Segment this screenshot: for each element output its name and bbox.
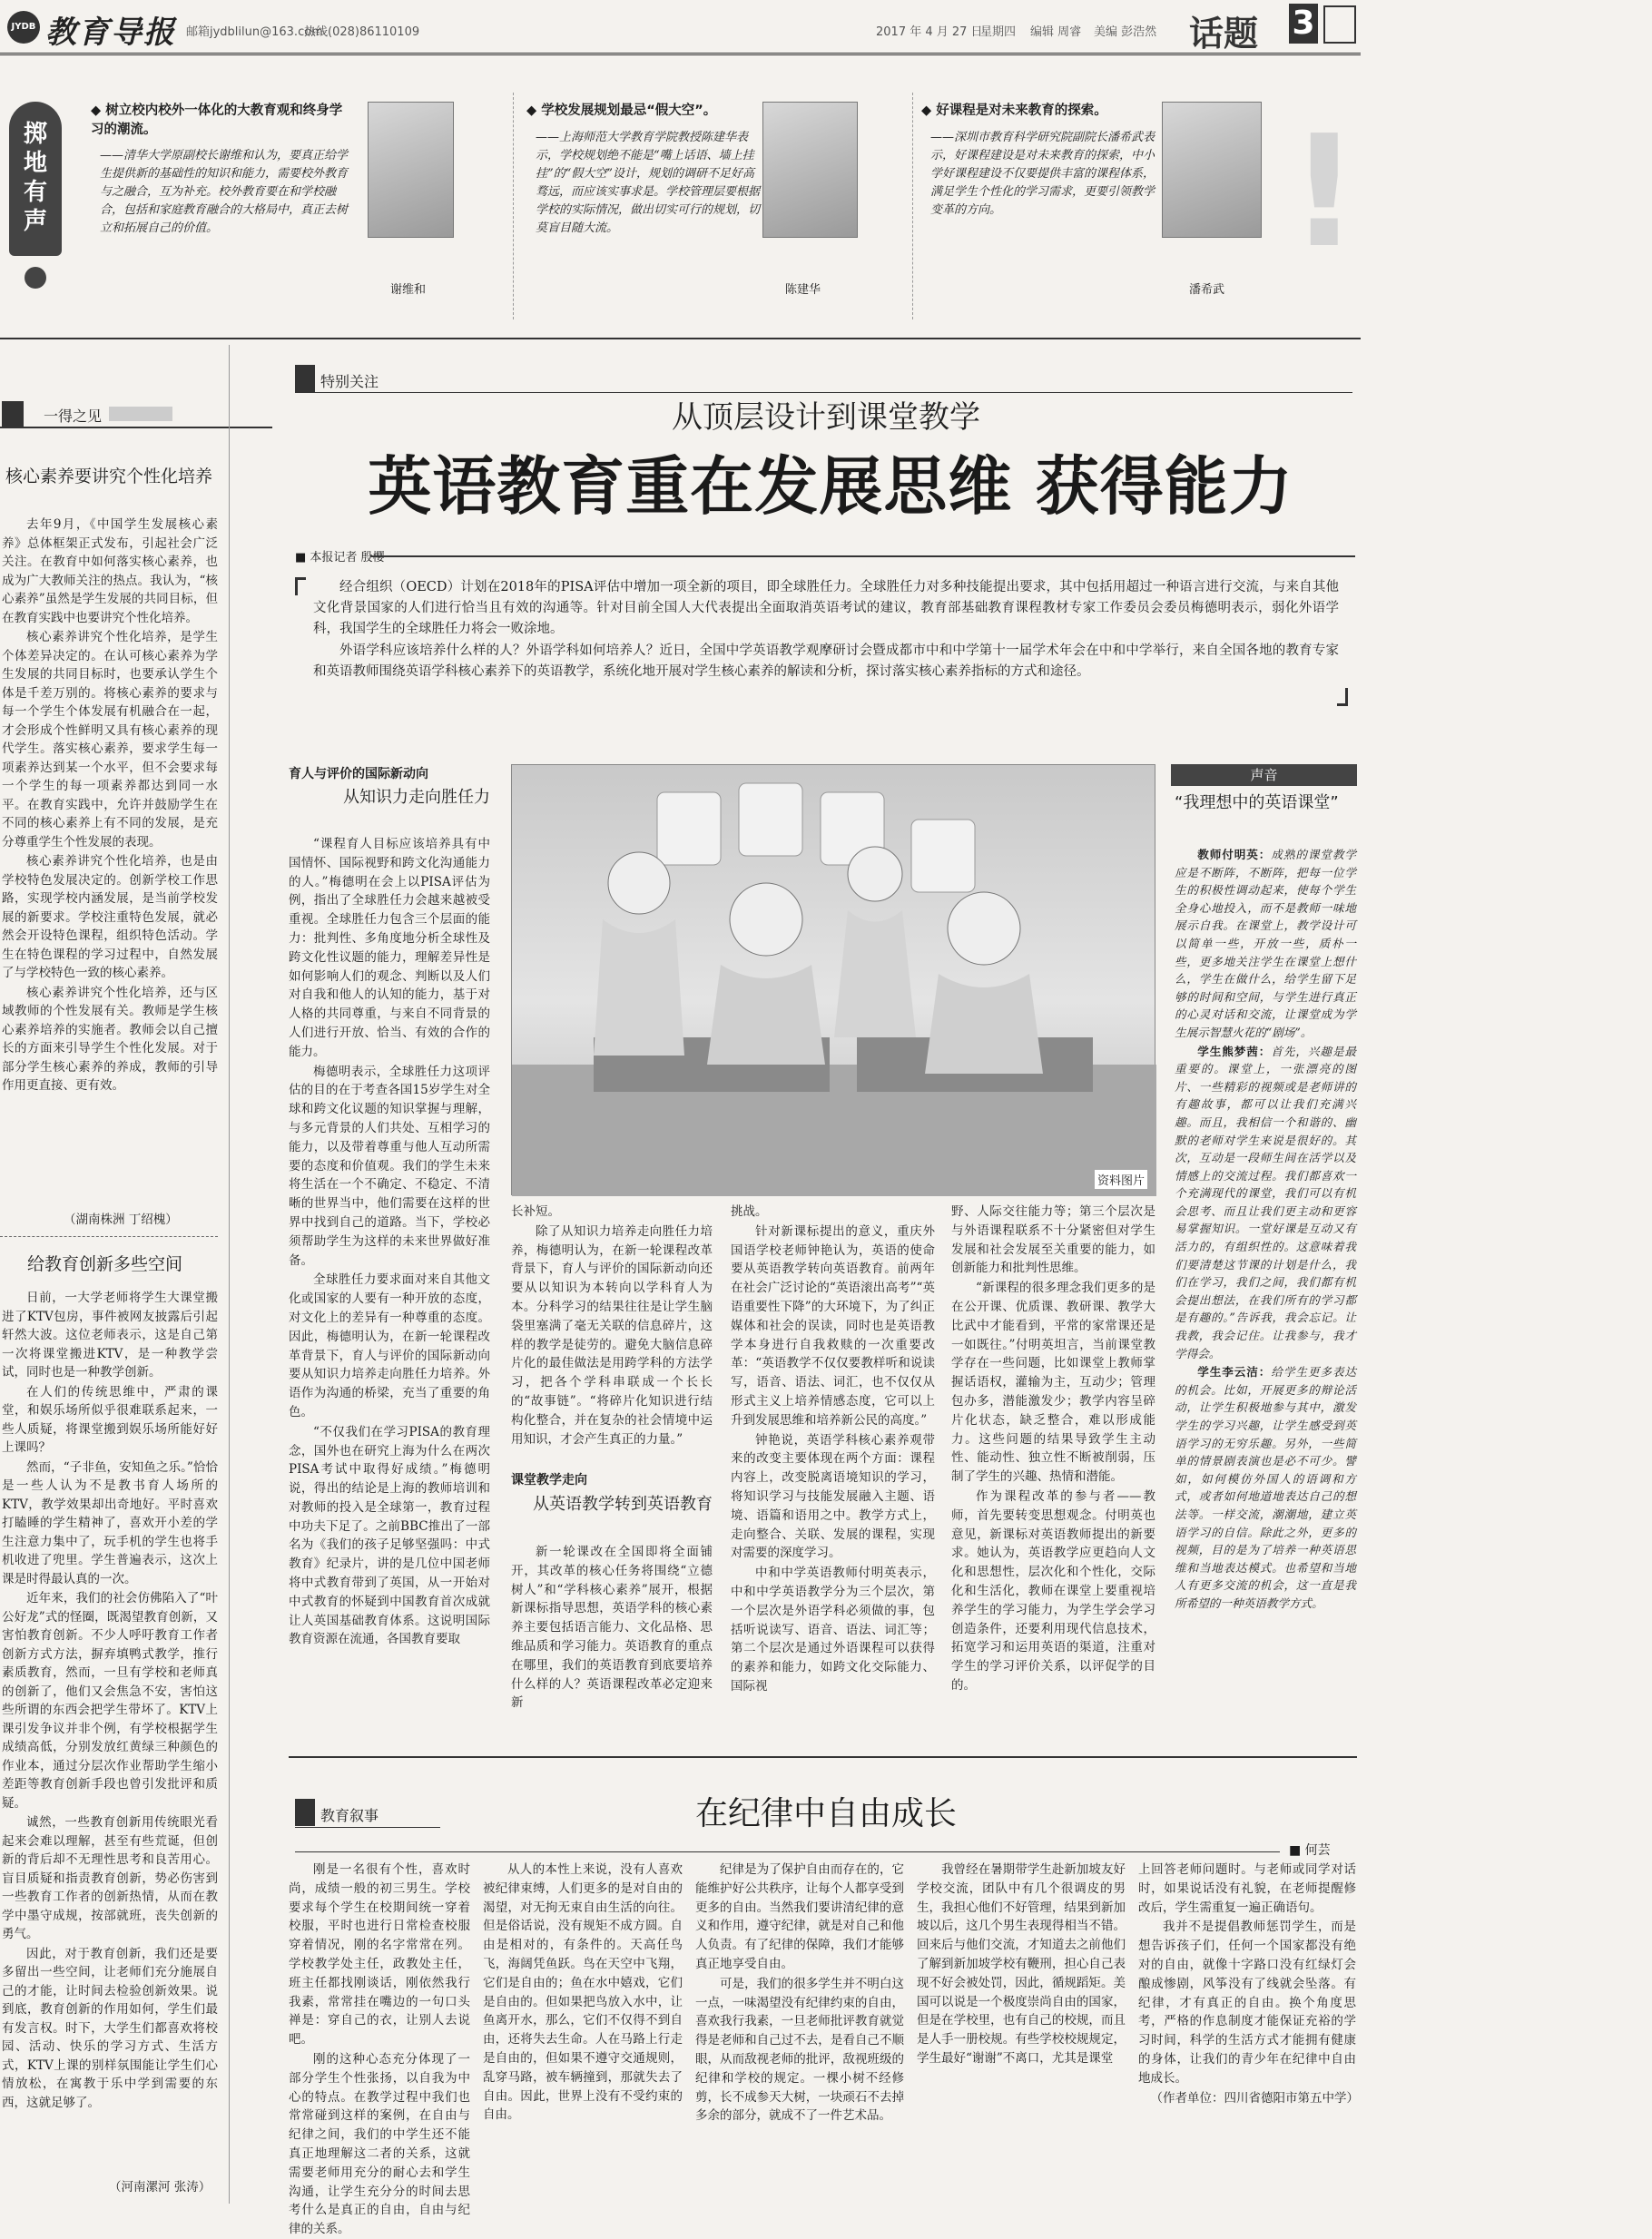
- voice-portrait: [762, 102, 858, 238]
- sub2-kicker: 课堂教学走向: [511, 1473, 587, 1488]
- paragraph: 梅德明表示，全球胜任力这项评估的目的在于考查各国15岁学生对全球和跨文化议题的知识掌握与理解，与多元背景的人们共处、互相学习的能力，以及带着尊重与他人互动所需要的态度和价值观。我们的学生未来将生活在一个不确定、不稳定、不清晰的世界当中，他们需要在这样的世界中找到自己的道路。当下，学校必须帮助学生为这样的未来世界做好准备。: [289, 1064, 490, 1268]
- voice-body: ——清华大学原副校长谢维和认为，要真正给学生提供新的基础性的知识和能力，需要校外教育与之融合，互为补充。校外教育要在和学校融合，包括和家庭教育融合的大格局中，真正去树立和拓展自己的价值。: [100, 149, 349, 235]
- paragraph: 作为课程改革的参与者——教师，首先要转变思想观念。付明英也意见，新课标对英语教师提出的新要求。她认为，英语教学应更趋向人文化和思想性，层次化和个性化，交际化和生活化，教师在课堂上要重视培养学生的学习能力，为学生学会学习创造条件，还要利用现代信息技术，拓宽学习和运用英语的渠道，注重对学生的学习评价关系，以评促学的目的。: [951, 1488, 1155, 1693]
- sound-tag: 声音: [1171, 764, 1357, 786]
- sub1-kicker: 育人与评价的国际新动向: [289, 767, 428, 781]
- voice-name: 谢维和: [390, 283, 427, 297]
- voice-name: 陈建华: [785, 283, 821, 297]
- paragraph: 诚然，一些教育创新用传统眼光看起来会难以理解，甚至有些荒诞，但创新的背后却不无理性思考和良苦用心。盲目质疑和指责教育创新，势必伤害到一些教育工作者的创新热情，从而在教学中墨守成规，按部就班，丧失创新的勇气。: [2, 1815, 218, 1941]
- exclamation-mark: !: [1289, 103, 1360, 282]
- issue-date: 2017 年 4 月 27 日: [876, 25, 983, 39]
- sidebar-article-1-byline: （湖南株洲 丁绍槐）: [64, 1213, 178, 1227]
- voice-title: ◆ 好课程是对未来教育的探索。: [921, 103, 1107, 118]
- paragraph: 因此，对于教育创新，我们还是要多留出一些空间，让老师们充分施展自己的才能，让时间去检验创新效果。说到底，教育创新的作用如何，学生们最有发言权。时下，大学生们都喜欢将校园、活动、快乐的学习方式、生活方式，KTV上课的别样氛围能让学生们心情放松，在寓教于乐中学到需要的东西，这就足够了。: [2, 1946, 218, 2110]
- paragraph: 然而，“子非鱼，安知鱼之乐。”恰恰是一些人认为不是教书育人场所的KTV，教学效果却出奇地好。平时喜欢打瞌睡的学生精神了，喜欢开小差的学生注意力集中了，玩手机的学生也将手机收进了兜里。学生普遍表示，这次上课是时得最认真的一次。: [2, 1459, 218, 1586]
- paragraph: 日前，一大学老师将学生大课堂搬进了KTV包房，事件被网友披露后引起轩然大波。这位老师表示，这是自己第一次将课堂搬进KTV，是一种教学尝试，同时也是一种教学创新。: [2, 1291, 218, 1380]
- paragraph: 从人的本性上来说，没有人喜欢被纪律束缚，人们更多的是对自由的渴望，对无拘无束自由生活的向往。但是俗话说，没有规矩不成方圆。自由是相对的，有条件的。天高任鸟飞，海阔凭鱼跃。鸟在天空中飞翔，它们是自由的；鱼在水中嬉戏，它们是自由的。但如果把鸟放入水中，让鱼离开水，那么，它们不仅得不到自由，还将失去生命。人在马路上行走是自由的，但如果不遵守交通规则，乱穿马路，被车辆撞到，那就失去了自由。因此，世界上没有不受约束的自由。: [483, 1862, 683, 2123]
- story-author: ■ 何芸: [1289, 1843, 1331, 1858]
- paragraph: “不仅我们在学习PISA的教育理念，国外也在研究上海为什么在两次PISA考试中取得好成绩。”梅德明说，得出的结论是上海的教师培训和对教师的投入是全球第一，教育过程中功夫下足了。之前BBC推出了一部名为《我们的孩子足够坚强吗：中式教育》纪录片，讲的是几位中国老师将中式教育带到了英国，从一开始对中式教育的怀疑到中国教育首次成就让人英国基础教育体系。这说明国际教育资源在流通，各国教育要取: [289, 1424, 490, 1647]
- paragraph: 纪律是为了保护自由而存在的，它能维护好公共秩序，让每个人都享受到更多的自由。当然我们要讲清纪律的意义和作用，遵守纪律，就是对自己和他人负责。有了纪律的保障，我们才能够真正地享受自由。: [695, 1862, 904, 1971]
- paragraph: 核心素养讲究个性化培养，是学生个体差异决定的。在认可核心素养为学生发展的共同目标时，也要承认学生个体是千差万别的。将核心素养的要求与每一个学生个体发展有机融合在一起，才会形成个性鲜明又具有核心素养的现代学生。落实核心素养，要求学生每一项素养达到某一个水平，但不会要求每一个学生的每一项素养都达到同一水平。在教育实践中，允许并鼓励学生在不同的核心素养上有不同的发展，是充分尊重学生个性发展的表现。: [2, 630, 218, 849]
- speech: 成熟的课堂教学应是不断阵，不断阵，把每一位学生的积极性调动起来，使每个学生全身心地投入，而不是教师一味地展示自我。在课堂上，教学设计可以简单一些，开放一些，质朴一些，更多地关注学生在课堂上想什么，学生在做什么，给学生留下足够的时间和空间，与学生进行真正的心灵对话和交流，让课堂成为学生展示智慧火花的“剧场”。: [1175, 848, 1357, 1039]
- paragraph: 我曾经在暑期带学生赴新加坡友好学校交流，团队中有几个很调皮的男生，我担心他们不好管理，结果到新加坡以后，这几个男生表现得相当不错。回来后与他们交流，才知道去之前他们了解到新加坡学校有鞭刑，担心自己表现不好会被处罚，因此，循规蹈矩。美国可以说是一个极度崇尚自由的国家，但是在学校里，也有自己的校规，而且是人手一册校规。有些学校校规规定，学生最好“谢谢”不离口，尤其是课堂: [917, 1862, 1126, 2066]
- story-title: 在纪律中自由成长: [694, 1795, 957, 1832]
- sub1-title: 从知识力走向胜任力: [343, 788, 490, 807]
- contact-hotline: 热线(028)86110109: [304, 25, 420, 39]
- sub2-title: 从英语教学转到英语教育: [533, 1495, 713, 1514]
- sound-paragraph: [1175, 1043, 1356, 1363]
- story-tag: [295, 1799, 440, 1826]
- feature-reporter: ■ 本报记者 殷樱: [295, 551, 385, 565]
- sound-paragraph: [1175, 846, 1356, 1042]
- feature-headline: 英语教育重在发展思维 获得能力: [368, 449, 1293, 524]
- voice-title: ◆ 树立校内校外一体化的大教育观和终身学习的潮流。: [91, 103, 343, 137]
- paragraph: 挑战。: [731, 1204, 768, 1219]
- paragraph: 核心素养讲究个性化培养，也是由学校特色发展决定的。创新学校工作思路，实现学校内涵发展，是当前学校发展的新要求。学校注重特色发展，就必然会开设特色课程，组织特色活动。学生在特色课程的学习过程中，自然发展了与学校特色一致的核心素养。: [2, 854, 218, 980]
- paragraph: 我并不是提倡教师惩罚学生，而是想告诉孩子们，任何一个国家都没有绝对的自由，就像十字路口没有红绿灯会酿成惨剧，风筝没有了线就会坠落。有纪律，才有真正的自由。换个角度思考，严格的作息制度才能保证充裕的学习时间，科学的生活方式才能拥有健康的身体，让我们的青少年在纪律中自由地成长。: [1138, 1920, 1356, 2086]
- newspaper-logo-badge: JYDB: [7, 11, 40, 44]
- paragraph: 钟艳说，英语学科核心素养观带来的改变主要体现在两个方面：课程内容上，改变脱离语境知识的学习，将知识学习与技能发展融入主题、语境、语篇和语用之中。教学方式上，走向整合、关联、发展的课程，实现对需要的深度学习。: [731, 1432, 935, 1561]
- story-col-1: [289, 1861, 470, 2237]
- feature-tag: [295, 365, 1357, 392]
- voices-badge: [9, 102, 62, 301]
- sidebar-article-2-body: [2, 1289, 218, 2174]
- voice-body: ——深圳市教育科学研究院副院长潘希武表示，好课程建设是对未来教育的探索，中小学好课程建设不仅要提供丰富的课程体系，满足学生个性化的学习需求，更要引领教学变革的方向。: [930, 131, 1155, 217]
- voices-strip: [0, 65, 1361, 338]
- sound-body: [1175, 846, 1356, 1735]
- feature-col-2-top: [511, 1203, 713, 1466]
- paragraph: 全球胜任力要求面对来自其他文化或国家的人要有一种开放的态度，对文化上的差异有一种尊重的态度。因此，梅德明认为，在新一轮课程改革背景下，育人与评价的国际新动向要从知识力培养走向胜任力培养。外语作为沟通的桥梁，充当了重要的角色。: [289, 1272, 490, 1419]
- newspaper-logo: 教育导报: [45, 15, 176, 51]
- masthead: [0, 0, 1361, 65]
- feature-lead: [295, 570, 1357, 724]
- paragraph: “课程育人目标应该培养具有中国情怀、国际视野和跨文化沟通能力的人。”梅德明在会上以PISA评估为例，指出了全球胜任力会越来越被受重视。全球胜任力包含三个层面的能力：批判性、多角度地分析全球性及跨文化性议题的能力，理解差异性是如何影响人们的观念、判断以及人们对自我和他人的认知的能力，基于对人格的共同尊重，与来自不同背景的人们进行开放、恰当、有效的合作的能力。: [289, 837, 490, 1059]
- voices-dot: [25, 267, 46, 289]
- paragraph: 可是，我们的很多学生并不明白这一点，一味渴望没有纪律约束的自由，喜欢我行我素，一旦老师批评教育就觉得是老师和自己过不去，是看自己不顺眼，从而敌视老师的批评，敌视班级的纪律和学校的规定。一棵小树不经修剪，长不成参天大树，一块顽石不去掉多余的部分，就成不了一件艺术品。: [695, 1976, 904, 2124]
- classroom-illustration: [512, 765, 1156, 1196]
- sidebar-article-1-body: [2, 516, 218, 1214]
- sound-title: “我理想中的英语课堂”: [1175, 793, 1339, 812]
- photo-caption: 资料图片: [1095, 1170, 1147, 1189]
- paragraph: 去年9月，《中国学生发展核心素养》总体框架正式发布，引起社会广泛关注。在教育中如何落实核心素养，也成为广大教师关注的热点。我认为，“核心素养”虽然是学生发展的共同目标，但在教育实践中也要讲究个性化培养。: [2, 517, 218, 625]
- paragraph: “新课程的很多理念我们更多的是在公开课、优质课、教研课、教学大比武中才能看到，平常的家常课还是一如既往。”付明英坦言，当前课堂教学存在一些问题，比如课堂上教师掌握话语权，灌输为主，互动少；管理包办多，潜能激发少；教学内容呈碎片化状态，缺乏整合，难以形成能力。这些问题的结果导致学生主动性、能动性、独立性不断被削弱，压制了学生的兴趣、热情和潜能。: [951, 1281, 1155, 1485]
- paragraph: 针对新课标提出的意义，重庆外国语学校老师钟艳认为，英语的使命要从英语教学转向英语教育。前两年在社会广泛讨论的“英语滚出高考”“英语重要性下降”的大环境下，为了纠正媒体和社会的误读，同时也是英语教学本身进行自我救赎的一次重要改革：“英语教学不仅仅要教样听和说读写，语音、语法、词汇，也不仅仅从形式主义上培养情感态度，它可以上升到发展思维和培养新公民的高度。”: [731, 1223, 935, 1428]
- feature-col-1: [289, 835, 490, 1733]
- voice-portrait: [368, 102, 454, 238]
- paragraph: 刚的这种心态充分体现了一部分学生个性张扬，以自我为中心的特点。在教学过程中我们也常常碰到这样的案例，在自由与纪律之间，我们的中学生还不能真正地理解这二者的关系，这就需要老师用充分的耐心去和学生沟通，让学生充分分的时间去思考什么是真正的自由，自由与纪律的关系。: [289, 2051, 470, 2237]
- page-number: 3: [1289, 4, 1318, 44]
- story-col-3: [695, 1861, 904, 2204]
- paragraph: 核心素养讲究个性化培养，还与区域教师的个性发展有关。教师是学生核心素养培养的实施者。教师会以自己擅长的方面来引导学生个性化发展。对于部分学生核心素养的养成，教师的引导作用更直接、更有效。: [2, 985, 218, 1093]
- feature-col-3: [731, 1203, 935, 1738]
- section-title: 话题: [1189, 14, 1259, 54]
- page-designer: 美编 彭浩然: [1094, 25, 1157, 39]
- feature-col-2-bottom: [511, 1543, 713, 1738]
- paragraph: 在人们的传统思维中，严肃的课堂，和娱乐场所似乎很难联系起来，一些人质疑，将课堂搬到娱乐场所能好好上课吗？: [2, 1384, 218, 1455]
- paragraph: 新一轮课改在全国即将全面铺开，其改革的核心任务将围绕“立德树人”和“学科核心素养”展开，根据新课标指导思想，英语学科的核心素养主要包括语言能力、文化品格、思维品质和学习能力。英语教育的重点在哪里，我们的英语教育到底要培养什么样的人？英语课程改革必定迎来新: [511, 1545, 713, 1711]
- voice-item-1: [91, 102, 454, 329]
- page-editor: 编辑 周睿: [1030, 25, 1082, 39]
- sidebar-article-1-title: 核心素养要讲究个性化培养: [5, 466, 213, 486]
- paragraph: 长补短。: [511, 1204, 560, 1219]
- story-byline: （作者单位：四川省德阳市第五中学）: [1150, 2090, 1359, 2106]
- voices-label: 掷地有声: [23, 121, 47, 235]
- story-tag-label: 教育叙事: [320, 1807, 379, 1824]
- voice-body: ——上海师范大学教育学院教授陈建华表示，学校规划绝不能是“嘴上话语、墙上挂挂”的“假大空”设计，规划的调研不足好高骛远，而应该实事求是。学校管理层要根据学校的实际情况，做出切实可行的规划，切莫盲目随大流。: [536, 131, 761, 235]
- feature-kicker: 从顶层设计到课堂教学: [672, 399, 980, 436]
- story-col-2: [483, 1861, 683, 2204]
- paragraph: 刚是一名很有个性，喜欢时尚，成绩一般的初三男生。学校要求每个学生在校期间统一穿着校服，平时也进行日常检查校服穿着情况，刚的名字常常在列。学校教学处主任，政教处主任，班主任都找刚谈话，刚依然我行我素，常常挂在嘴边的一句口头禅是：穿自己的衣，让别人去说吧。: [289, 1862, 470, 2048]
- sound-box: [1171, 764, 1357, 1740]
- feature-tag-label: 特别关注: [320, 373, 379, 390]
- story-col-4: [917, 1861, 1126, 2204]
- speaker: 学生熊梦茜：: [1197, 1044, 1272, 1058]
- speaker: 教师付明英：: [1197, 848, 1272, 861]
- feature-photo: [511, 764, 1155, 1195]
- sidebar-tag-label: 一得之见: [44, 408, 103, 425]
- paragraph: 中和中学英语教师付明英表示，中和中学英语教学分为三个层次，第一个层次是外语学科必须做的事，包括听说读写、语音、语法、词汇等；第二个层次是通过外语课程可以获得的素养和能力，如跨文化交际能力、国际视: [731, 1566, 935, 1694]
- issue-weekday: 星期四: [980, 25, 1017, 39]
- voice-name: 潘希武: [1189, 283, 1225, 297]
- voice-item-2: [526, 102, 880, 329]
- feature-col-4: [951, 1203, 1155, 1738]
- speech: 首先，兴趣是最重要的。课堂上，一张漂亮的图片、一些精彩的视频或是老师讲的有趣故事，都可以让我们充满兴趣。而且，我相信一个和谐的、幽默的老师对学生来说是很好的。其次，互动是一段师生间在活学以及情感上的交流过程。我们都喜欢一个充满现代的课堂，我们可以有机会思考、而且让我们更主动和更容易掌握知识。一堂好课是互动又有活力的，有组织性的。这意味着我们要清楚这节课的计划是什么，我们在学习，我们之间，我们都有机会提出想法，在我们所有的学习都是有趣的。”告诉我，我会忘记。让我教，我会记住。让我参与，我才学得会。: [1175, 1044, 1357, 1360]
- sidebar-article-2-title: 给教育创新多些空间: [27, 1254, 183, 1274]
- voice-item-3: [921, 102, 1275, 329]
- paragraph: 经合组织（OECD）计划在2018年的PISA评估中增加一项全新的项目，即全球胜任力。全球胜任力对多种技能提出要求，其中包括用超过一种语言进行交流，与来自其他文化背景国家的人们进行恰当且有效的沟通等。针对目前全国人大代表提出全面取消英语考试的建议，教育部基础教育课程教材专家工作委员会委员梅德明表示，弱化外语学科，我国学生的全球胜任力将会一败涂地。: [313, 580, 1339, 636]
- masthead-seal: [1323, 5, 1356, 44]
- paragraph: 外语学科应该培养什么样的人？外语学科如何培养人？近日，全国中学英语教学观摩研讨会暨成都市中和中学第十一届学术年会在中和中学举行，来自全国各地的教育专家和英语教师围绕英语学科核心素养下的英语教学，系统化地开展对学生核心素养的解读和分析，探讨落实核心素养指标的方式和途径。: [313, 643, 1339, 679]
- paragraph: 近年来，我们的社会仿佛陷入了“叶公好龙”式的怪圈，既渴望教育创新，又害怕教育创新。不少人呼吁教育工作者创新方式方法，摒弃填鸭式教学，推行素质教育，然而，一旦有学校和老师真的创新了，他们又会焦急不安，害怕这些所谓的东西会把学生带坏了。KTV上课引发争议并非个例，有学校根据学生成绩高低，分别发放红黄绿三种颜色的作业本，通过分层次作业帮助学生缩小差距等教育创新手段也曾引发批评和质疑。: [2, 1591, 218, 1811]
- voice-portrait: [1162, 102, 1262, 238]
- story-col-5: [1138, 1861, 1359, 2204]
- contact-email: 邮箱jydblilun@163.com: [186, 25, 323, 39]
- feature-lead-text: [313, 577, 1339, 722]
- speaker: 学生李云洁：: [1197, 1365, 1272, 1380]
- sidebar-article-2-byline: （河南漯河 张涛）: [109, 2180, 211, 2195]
- speech: 给学生更多表达的机会。比如，开展更多的辩论活动，让学生积极地参与其中，激发学生的学习兴趣，让学生感受到英语学习的无穷乐趣。另外，一些简单的情景剧表演也是必不可少。譬如，如何模仿外国人的语调和方式，或者如何地道地表达自己的想法等。一样交流，潮潮地，建立英语学习的自信。除此之外，更多的视频，目的是为了培养一种英语思维和当地表达模式。也希望和当地人有更多交流的机会，这一直是我所希望的一种英语教学方式。: [1175, 1365, 1357, 1610]
- paragraph: 上回答老师问题时。与老师或同学对话时，如果说话没有礼貌，在老师提醒修改后，学生需重复一遍正确语句。: [1138, 1862, 1356, 1915]
- sound-paragraph: [1175, 1363, 1356, 1612]
- paragraph: 除了从知识力培养走向胜任力培养，梅德明认为，在新一轮课程改革背景下，育人与评价的国际新动向还要从以知识为本转向以学科育人为本。分科学习的结果往往是让学生脑袋里塞满了毫无关联的信息碎片，这样的教学是徒劳的。避免大脑信息碎片化的最佳做法是用跨学科的方法学习，把各个学科串联成一个长长的“故事链”。“将碎片化知识进行结构化整合，并在复杂的社会情境中运用知识，才会产生真正的力量。”: [511, 1223, 713, 1447]
- voice-title: ◆ 学校发展规划最忌“假大空”。: [526, 103, 717, 118]
- paragraph: 野、人际交往能力等；第三个层次是与外语课程联系不十分紧密但对学生发展和社会发展至关重要的能力，如创新能力和批判性思维。: [951, 1204, 1155, 1276]
- sidebar: [0, 345, 283, 2204]
